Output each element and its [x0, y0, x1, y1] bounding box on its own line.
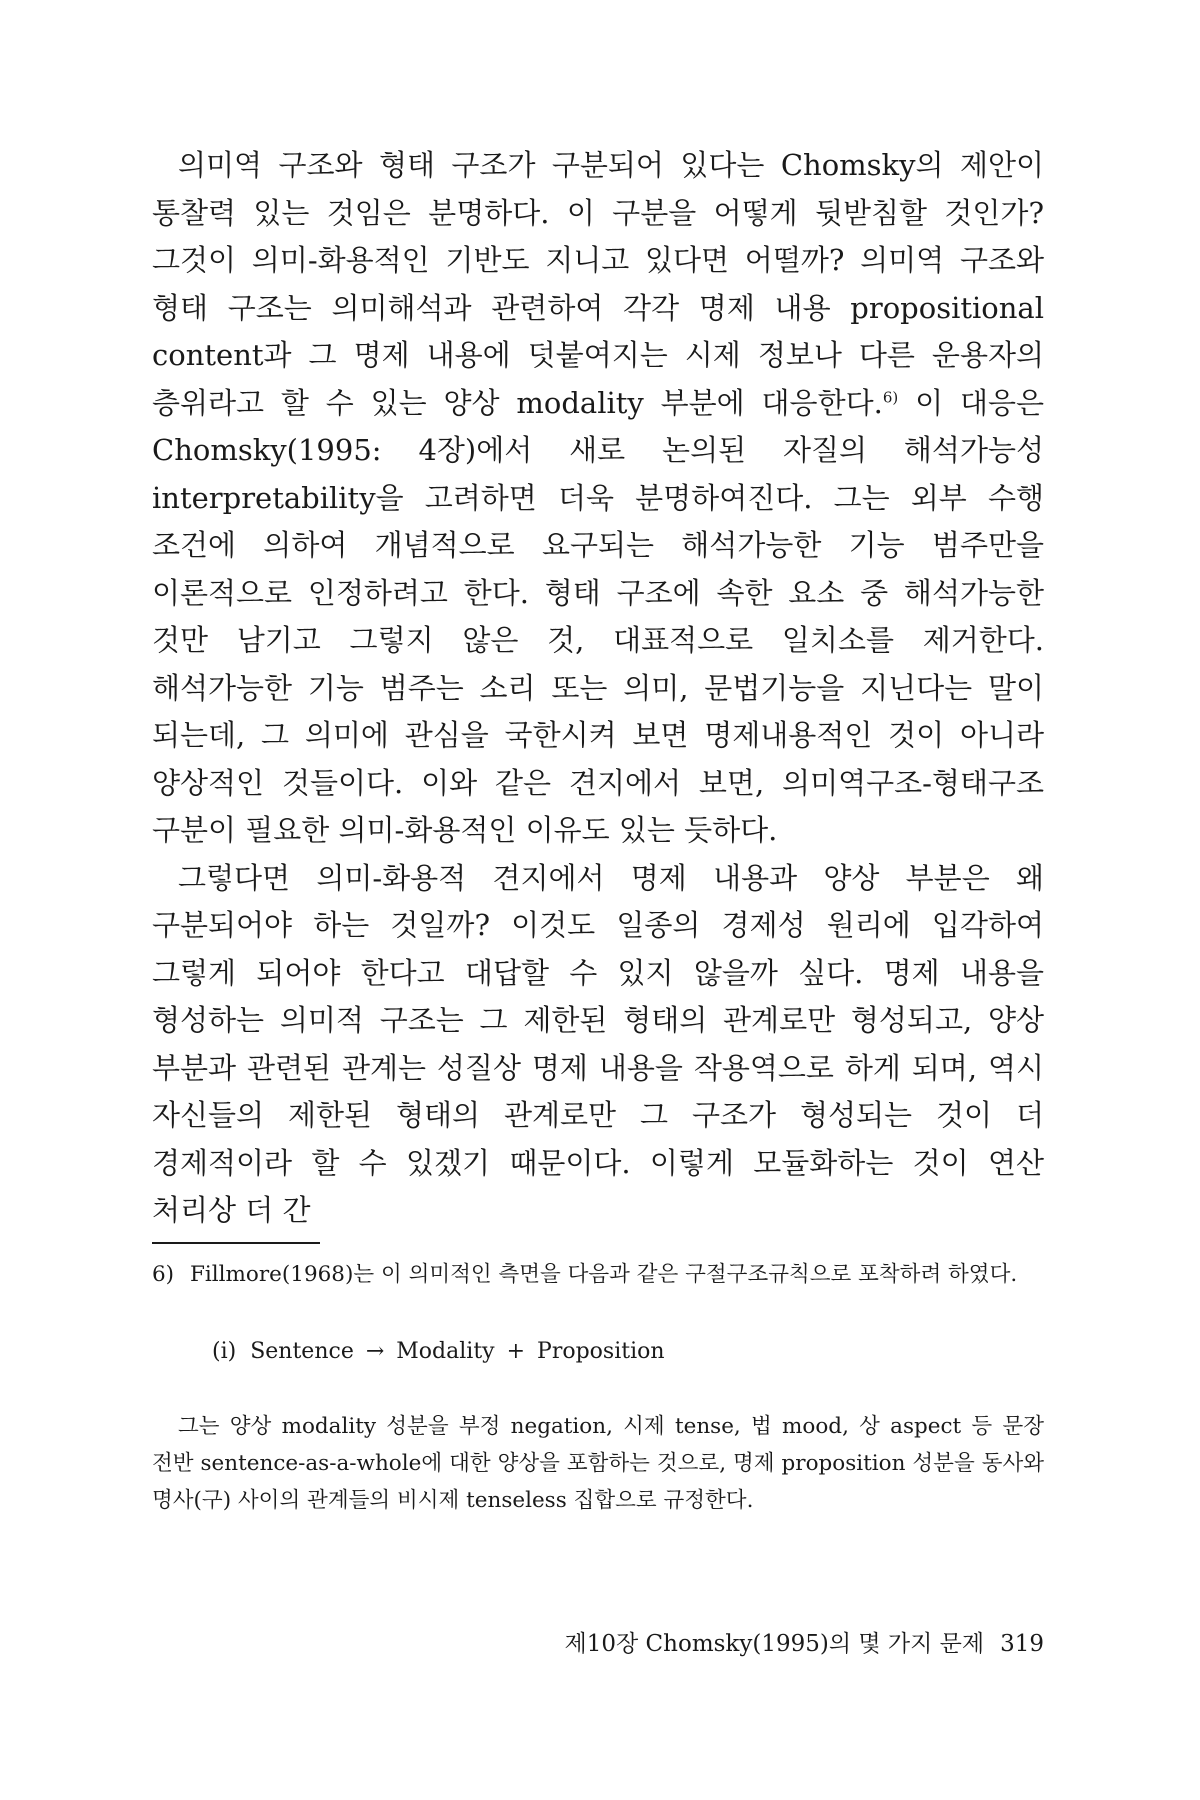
footnote-paragraph: 그는 양상 modality 성분을 부정 negation, 시제 tense, 법 mood, 상 aspect 등 문장 전반 sentence-as-a-whole에 대한 양상을 포함하는 것으로, 명제 proposition 성분을 동사와 명사(구) 사이의 관계들의 비시제 tenseless 집합으로 규정한다.	[152, 1414, 1044, 1513]
phrase-structure-rule	[152, 1333, 1044, 1370]
running-footer	[565, 1628, 1044, 1660]
running-title: 제10장 Chomsky(1995)의 몇 가지 문제	[564, 1631, 985, 1657]
rule-term-modality: Modality	[396, 1339, 495, 1364]
paragraph-1-continuation: 이 대응은 Chomsky(1995: 4장)에서 새로 논의된 자질의 해석가능성 interpretability을 고려하면 더욱 분명하여진다. 그는 외부 수행 조건에 의하여 개념적으로 요구되는 해석가능한 기능 범주만을 이론적으로 인정하려고 한다. 형태 구조에 속한 요소 중 해석가능한 것만 남기고 그렇지 않은 것, 대표적으로 일치소를 제거한다. 해석가능한 기능 범주는 소리 또는 의미, 문법기능을 지닌다는 말이 되는데, 그 의미에 관심을 국한시켜 보면 명제내용적인 것이 아니라 양상적인 것들이다. 이와 같은 견지에서 보면, 의미역구조-형태구조 구분이 필요한 의미-화용적인 이유도 있는 듯하다.	[152, 385, 1044, 847]
rule-plus: +	[506, 1339, 526, 1364]
rule-label: (i)	[212, 1339, 237, 1364]
paragraph-2: 그렇다면 의미-화용적 견지에서 명제 내용과 양상 부분은 왜 구분되어야 하는 것일까? 이것도 일종의 경제성 원리에 입각하여 그렇게 되어야 한다고 대답할 수 있지 않을까 싶다. 명제 내용을 형성하는 의미적 구조는 그 제한된 형태의 관계로만 형성되고, 양상 부분과 관련된 관계는 성질상 명제 내용을 작용역으로 하게 되며, 역시 자신들의 제한된 형태의 관계로만 그 구조가 형성되는 것이 더 경제적이라 할 수 있겠기 때문이다. 이렇게 모듈화하는 것이 연산 처리상 더 간	[152, 860, 1044, 1227]
page-number: 319	[1000, 1631, 1044, 1657]
rule-lhs: Sentence	[250, 1339, 354, 1364]
footnote-6	[152, 1256, 1044, 1519]
paragraph-1	[152, 142, 1044, 855]
main-text	[152, 142, 1044, 1235]
footnote-intro-text: Fillmore(1968)는 이 의미적인 측면을 다음과 같은 구절구조규칙으로 포착하려 하였다.	[190, 1262, 1018, 1287]
rule-term-proposition: Proposition	[537, 1339, 665, 1364]
rule-arrow: →	[365, 1339, 385, 1364]
footnote-number: 6)	[152, 1262, 175, 1287]
footnote-divider	[152, 1242, 320, 1244]
footnote-intro	[152, 1256, 1044, 1293]
paragraph-1-text: 의미역 구조와 형태 구조가 구분되어 있다는 Chomsky의 제안이 통찰력 있는 것임은 분명하다. 이 구분을 어떻게 뒷받침할 것인가? 그것이 의미-화용적인 기반도 지니고 있다면 어떨까? 의미역 구조와 형태 구조는 의미해석과 관련하여 각각 명제 내용 propositional content과 그 명제 내용에 덧붙여지는 시제 정보나 다른 운용자의 층위라고 할 수 있는 양상 modality 부분에 대응한다.	[152, 148, 1044, 420]
footnote-reference: 6)	[882, 387, 899, 406]
